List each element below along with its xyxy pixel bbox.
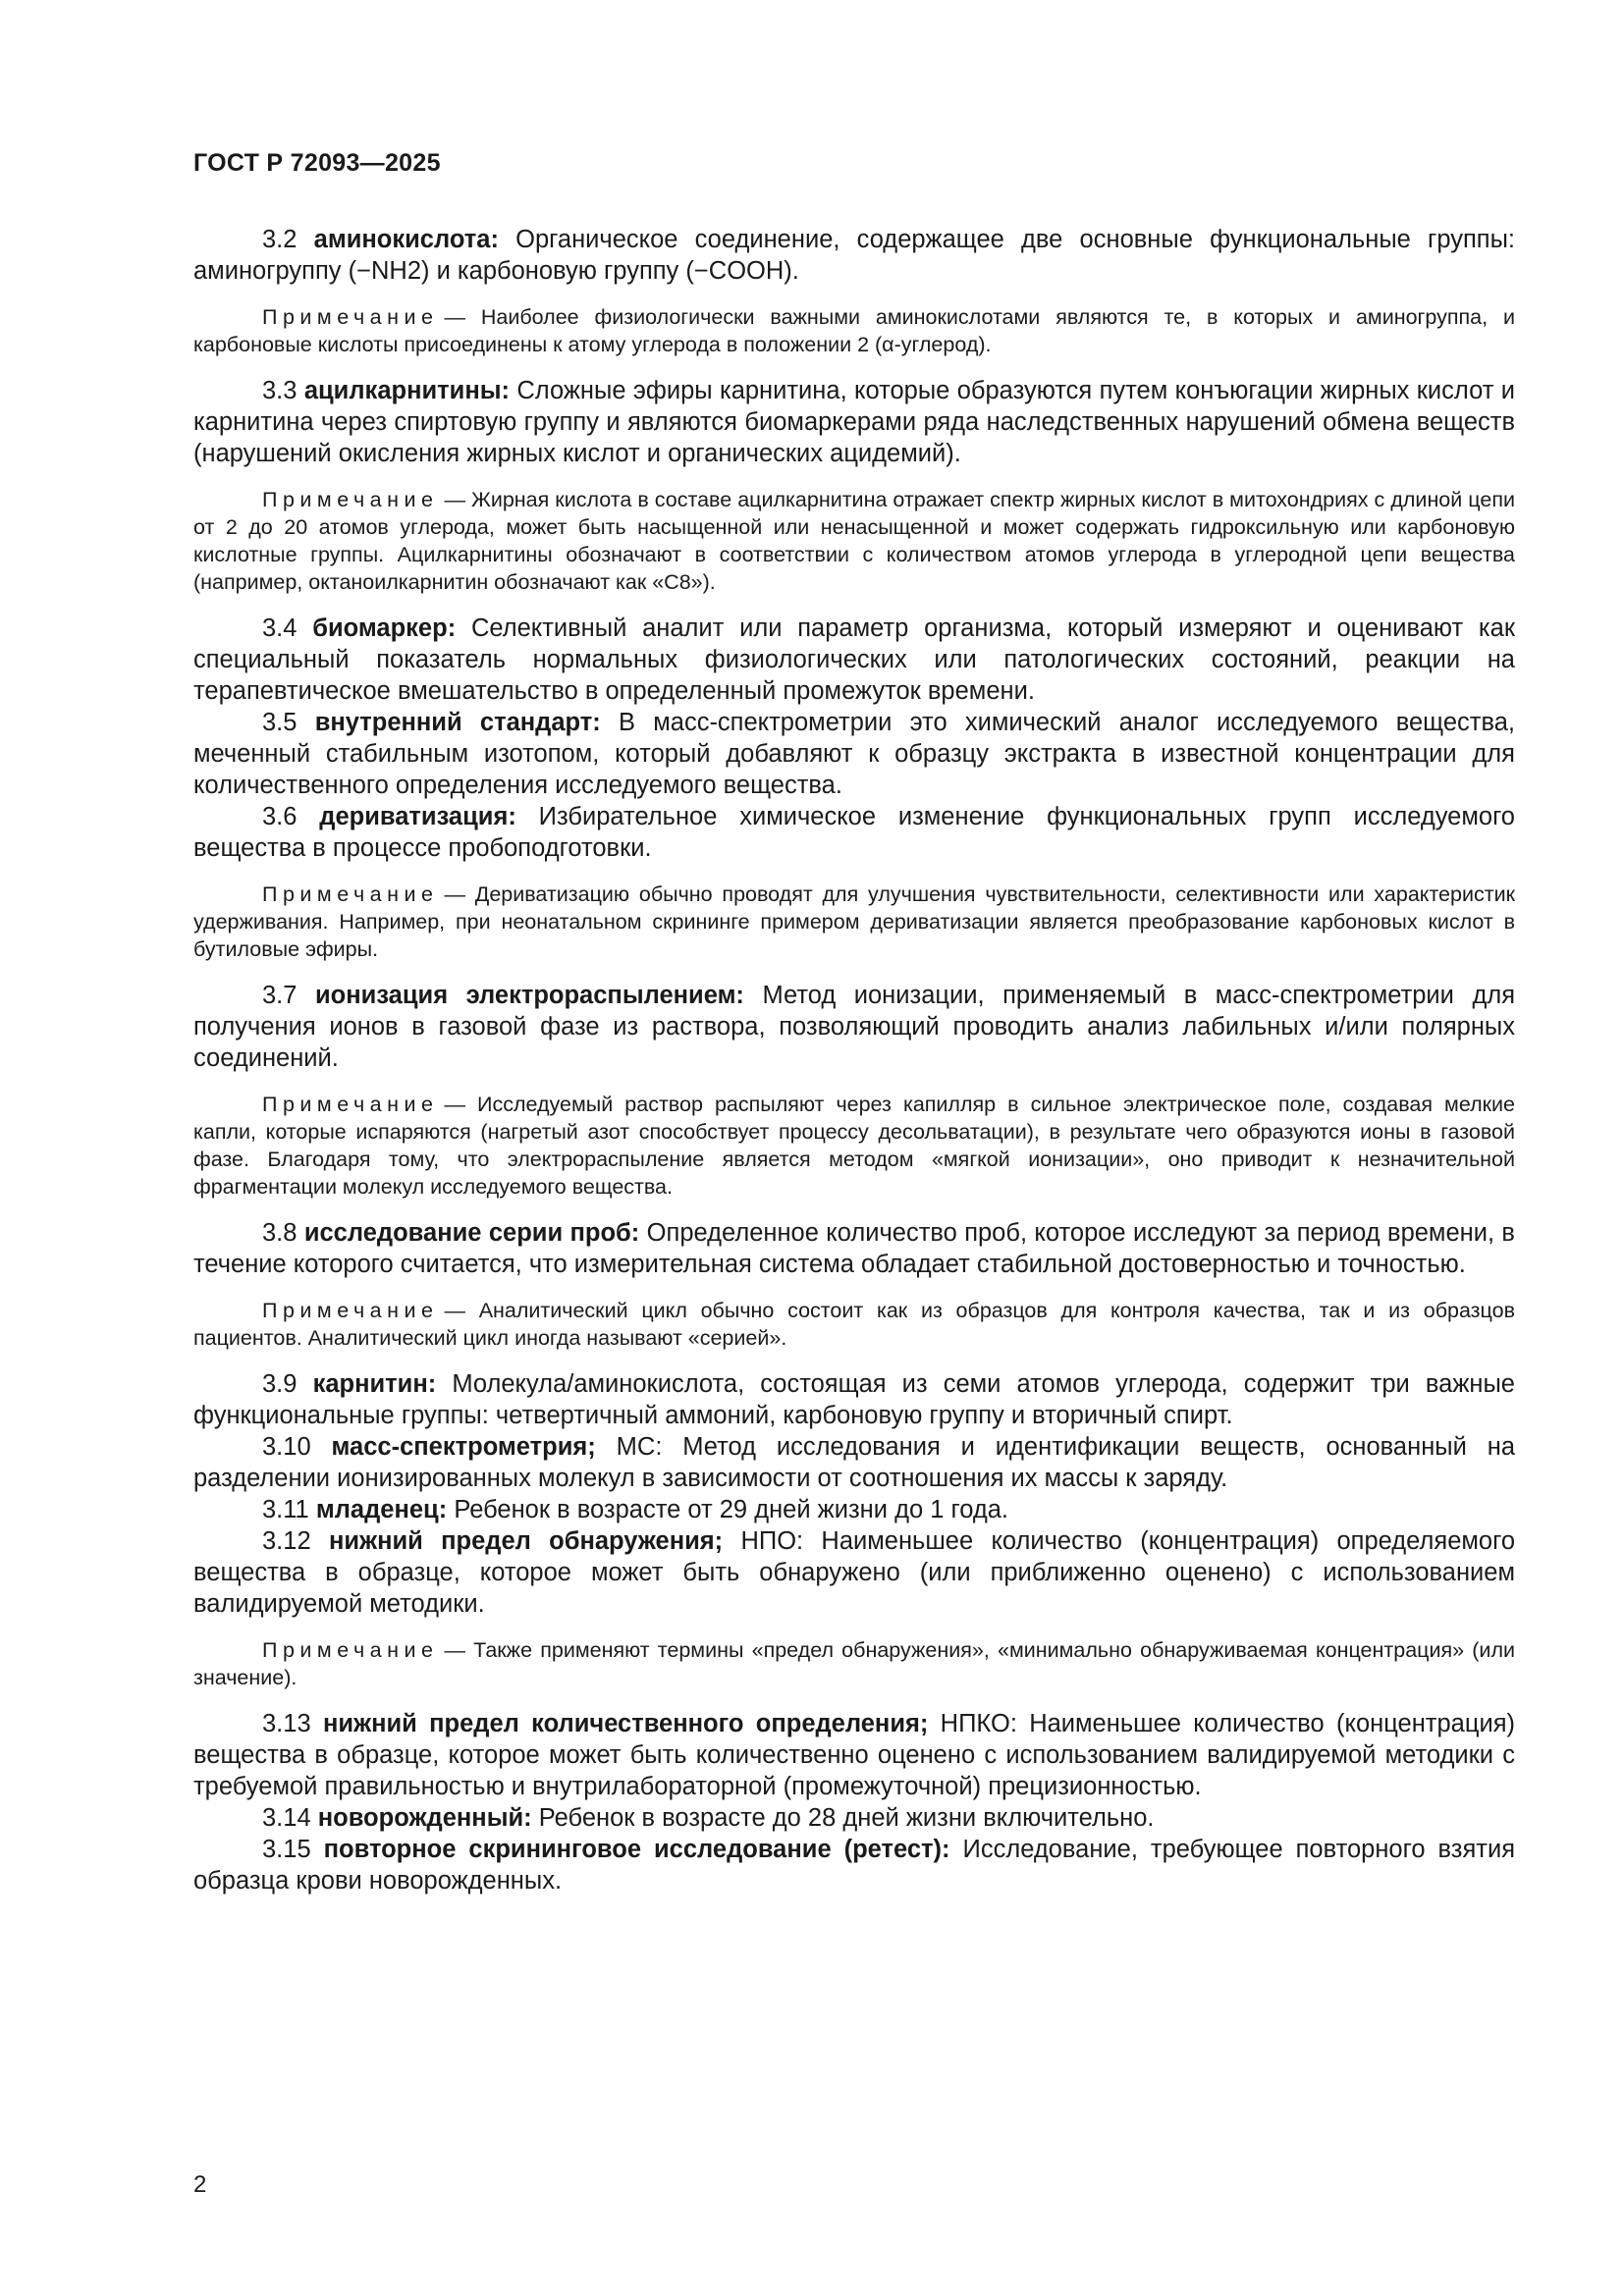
entry-number: 3.5 [262,709,298,736]
term-name: нижний предел количественного определения; [322,1710,929,1737]
term-entry-3-6 [193,801,1515,864]
term-entry-3-13 [193,1708,1515,1802]
term-name: новорожденный: [317,1804,532,1832]
entry-number: 3.6 [262,803,298,830]
note-label: Примечание [262,882,439,906]
term-definition: Избирательное химическое изменение функциональных групп исследуемого вещества в процессе пробоподготовки. [193,803,1515,862]
term-definition: В масс-спектрометрии это химический аналог исследуемого вещества, меченный стабильным изотопом, который добавляют к образцу экстракта в известной концентрации для количественного определения исследуемого вещества. [193,709,1515,799]
term-name: ацилкарнитины: [303,377,510,404]
term-entry-3-5 [193,707,1515,801]
term-entry-3-8 [193,1217,1515,1280]
term-entry-3-12 [193,1525,1515,1620]
entry-number: 3.11 [262,1496,309,1523]
note-text: — Наиболее физиологически важными аминокислотами являются те, в которых и аминогруппа, и карбоновые кислоты присоединены к атому углерода в положении 2 (α-углерод). [193,305,1515,356]
document-code-header: ГОСТ Р 72093—2025 [193,149,441,177]
note-3-2 [193,303,1515,358]
note-text: — Аналитический цикл обычно состоит как из образцов для контроля качества, так и из образцов пациентов. Аналитический цикл иногда называют «серией». [193,1299,1515,1350]
term-name: аминокислота: [313,226,499,253]
entry-number: 3.7 [262,982,298,1009]
note-text: — Жирная кислота в составе ацилкарнитина отражает спектр жирных кислот в митохондриях с длиной цепи от 2 до 20 атомов углерода, может быть насыщенной или ненасыщенной и может содержать гидроксильную или карбоновую кислотные группы. Ацилкарнитины обозначают в соответствии с количеством атомов углерода в углеродной цепи вещества (например, октаноилкарнитин обозначают как «С8»). [193,488,1515,594]
entry-number: 3.8 [262,1219,298,1247]
term-name: масс-спектрометрия; [331,1433,596,1461]
term-name: младенец: [315,1496,448,1523]
note-label: Примечание [262,305,439,329]
entry-number: 3.15 [262,1836,311,1863]
term-name: исследование серии проб: [303,1219,640,1247]
term-entry-3-14 [193,1802,1515,1834]
term-name: карнитин: [312,1370,437,1398]
page-number: 2 [193,2171,207,2198]
entry-number: 3.3 [262,377,298,404]
term-entry-3-4 [193,613,1515,707]
entry-number: 3.14 [262,1804,311,1832]
term-entry-3-10 [193,1431,1515,1494]
entry-number: 3.9 [262,1370,298,1398]
note-3-8 [193,1297,1515,1352]
term-definition: Молекула/аминокислота, состоящая из семи атомов углерода, содержит три важные функциональные группы: четвертичный аммоний, карбоновую группу и вторичный спирт. [193,1370,1515,1429]
term-name: повторное скрининговое исследование (ретест): [323,1836,950,1863]
note-text: — Дериватизацию обычно проводят для улучшения чувствительности, селективности или характеристик удерживания. Например, при неонатальном скрининге примером дериватизации является преобразование карбоновых кислот в бутиловые эфиры. [193,882,1515,961]
note-label: Примечание [262,488,439,511]
term-name: биомаркер: [312,614,457,642]
term-entry-3-7 [193,980,1515,1074]
term-name: дериватизация: [319,803,516,830]
term-definition: НПКО: Наименьшее количество (концентрация) вещества в образце, которое может быть количественно оценено с использованием валидируемой методики с требуемой правильностью и внутрилабораторной (промежуточной) прецизионностью. [193,1710,1516,1800]
term-definition: НПО: Наименьшее количество (концентрация) определяемого вещества в образце, которое может быть обнаружено (или приближенно оценено) с использованием валидируемой методики. [193,1527,1516,1618]
note-text: — Исследуемый раствор распыляют через капилляр в сильное электрическое поле, создавая мелкие капли, которые испаряются (нагретый азот способствует процессу десольватации), в результате чего образуются ионы в газовой фазе. Благодаря тому, что электрораспыление является методом «мягкой ионизации», оно приводит к незначительной фрагментации молекул исследуемого вещества. [193,1093,1515,1199]
term-name: внутренний стандарт: [314,709,601,736]
note-3-12 [193,1636,1515,1691]
term-name: нижний предел обнаружения; [328,1527,724,1555]
term-definition: Метод ионизации, применяемый в масс-спектрометрии для получения ионов в газовой фазе из раствора, позволяющий проводить анализ лабильных и/или полярных соединений. [193,982,1516,1072]
term-definition: Исследование, требующее повторного взятия образца крови новорожденных. [193,1836,1515,1895]
note-label: Примечание [262,1299,439,1322]
entry-number: 3.10 [262,1433,311,1461]
entry-number: 3.13 [262,1710,311,1737]
note-text: — Также применяют термины «предел обнаружения», «минимально обнаруживаемая концентрация» (или значение). [193,1638,1515,1689]
note-3-6 [193,881,1515,963]
term-definition: МС: Метод исследования и идентификации веществ, основанный на разделении ионизированных молекул в зависимости от соотношения их массы к заряду. [193,1433,1515,1492]
note-label: Примечание [262,1638,439,1662]
terms-definitions-section [193,224,1515,1896]
term-entry-3-3 [193,375,1515,469]
term-definition: Ребенок в возрасте от 29 дней жизни до 1 года. [454,1496,1008,1523]
note-3-7 [193,1091,1515,1201]
entry-number: 3.12 [262,1527,311,1555]
term-entry-3-9 [193,1368,1515,1431]
term-definition: Ребенок в возрасте до 28 дней жизни включительно. [538,1804,1155,1832]
term-entry-3-11 [193,1494,1515,1525]
note-3-3 [193,486,1515,596]
term-definition: Сложные эфиры карнитина, которые образуются путем конъюгации жирных кислот и карнитина через спиртовую группу и являются биомаркерами ряда наследственных нарушений обмена веществ (нарушений окисления жирных кислот и органических ацидемий). [193,377,1516,467]
term-name: ионизация электрораспылением: [314,982,744,1009]
entry-number: 3.4 [262,614,298,642]
term-entry-3-15 [193,1834,1515,1896]
term-definition: Селективный аналит или параметр организма, который измеряют и оценивают как специальный показатель нормальных физиологических или патологических состояний, реакции на терапевтическое вмешательство в определенный промежуток времени. [193,614,1515,705]
term-entry-3-2 [193,224,1515,287]
note-label: Примечание [262,1093,439,1116]
term-definition: Определенное количество проб, которое исследуют за период времени, в течение которого считается, что измерительная система обладает стабильной достоверностью и точностью. [193,1219,1515,1278]
entry-number: 3.2 [262,226,298,253]
term-definition: Органическое соединение, содержащее две основные функциональные группы: аминогруппу (−NH2) и карбоновую группу (−COOH). [193,226,1515,285]
